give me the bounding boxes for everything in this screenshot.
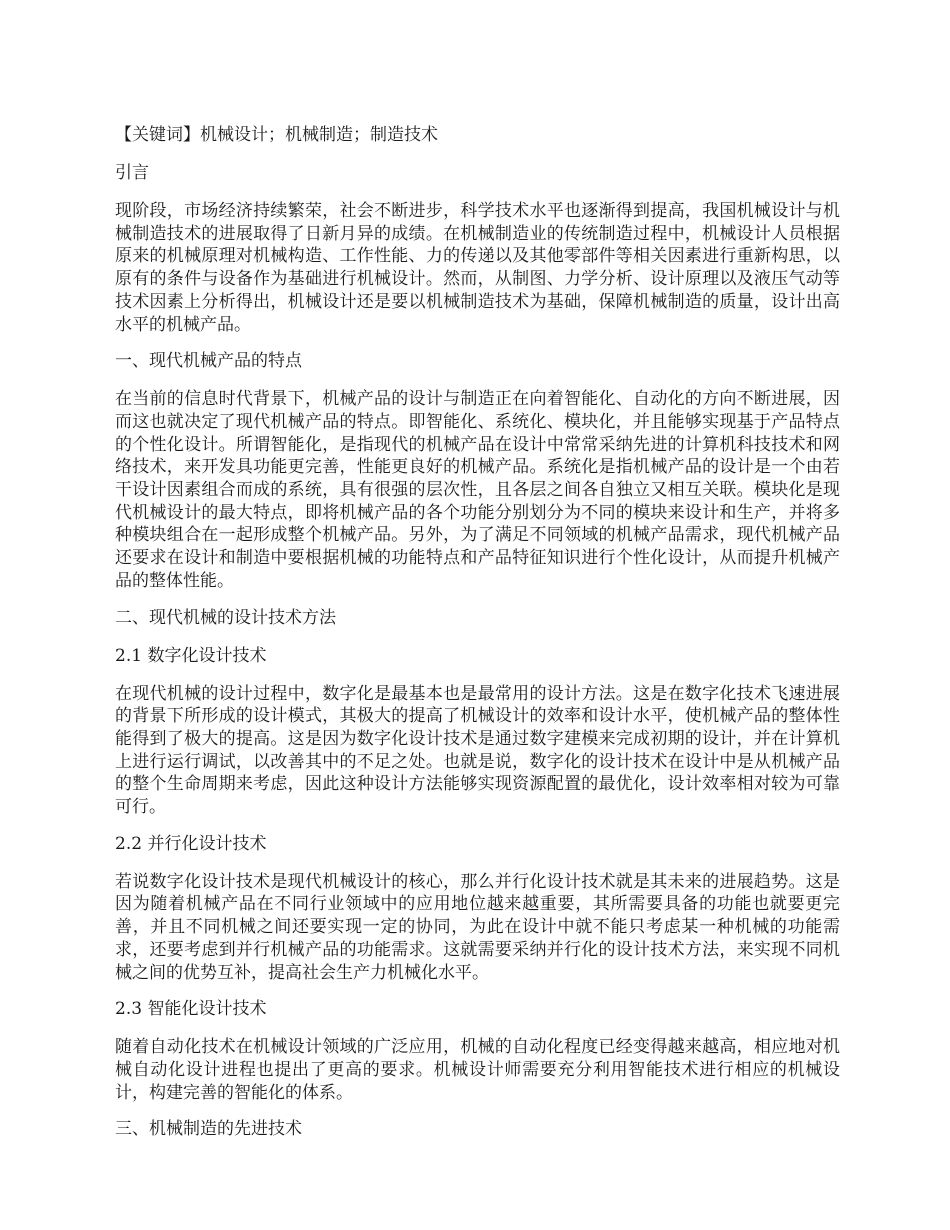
subsection-2-3-paragraph: 随着自动化技术在机械设计领域的广泛应用，机械的自动化程度已经变得越来越高，相应地对机械自动化设计进程也提出了更高的要求。机械设计师需要充分利用智能技术进行相应的机械设计，构建完善的智能化的体系。 <box>115 1037 840 1103</box>
section-3-heading: 三、机械制造的先进技术 <box>115 1119 302 1140</box>
keywords-line: 【关键词】机械设计；机械制造；制造技术 <box>115 125 438 145</box>
section-2-heading: 二、现代机械的设计技术方法 <box>115 607 336 628</box>
subsection-2-1-heading: 2.1 数字化设计技术 <box>115 645 267 666</box>
document-page <box>115 122 840 1142</box>
section-1-heading: 一、现代机械产品的特点 <box>115 351 302 372</box>
subsection-2-2-heading: 2.2 并行化设计技术 <box>115 833 267 854</box>
subsection-2-3-heading: 2.3 智能化设计技术 <box>115 999 267 1020</box>
intro-paragraph: 现阶段，市场经济持续繁荣，社会不断进步，科学技术水平也逐渐得到提高，我国机械设计与机械制造技术的进展取得了日新月异的成绩。在机械制造业的传统制造过程中，机械设计人员根据原来的机械原理对机械构造、工作性能、力的传递以及其他零部件等相关因素进行重新构思，以原有的条件与设备作为基础进行机械设计。然而，从制图、力学分析、设计原理以及液压气动等技术因素上分析得出，机械设计还是要以机械制造技术为基础，保障机械制造的质量，设计出高水平的机械产品。 <box>115 201 840 335</box>
section-1-paragraph: 在当前的信息时代背景下，机械产品的设计与制造正在向着智能化、自动化的方向不断进展，因而这也就决定了现代机械产品的特点。即智能化、系统化、模块化，并且能够实现基于产品特点的个性化设计。所谓智能化，是指现代的机械产品在设计中常常采纳先进的计算机科技技术和网络技术，来开发具功能更完善，性能更良好的机械产品。系统化是指机械产品的设计是一个由若干设计因素组合而成的系统，具有很强的层次性，且各层之间各自独立又相互关联。模块化是现代机械设计的最大特点，即将机械产品的各个功能分别划分为不同的模块来设计和生产，并将多种模块组合在一起形成整个机械产品。另外，为了满足不同领域的机械产品需求，现代机械产品还要求在设计和制造中要根据机械的功能特点和产品特征知识进行个性化设计，从而提升机械产品的整体性能。 <box>115 389 840 591</box>
intro-heading: 引言 <box>115 163 149 183</box>
subsection-2-2-paragraph: 若说数字化设计技术是现代机械设计的核心，那么并行化设计技术就是其未来的进展趋势。这是因为随着机械产品在不同行业领域中的应用地位越来越重要，其所需要具备的功能也就要更完善，并且不同机械之间还要实现一定的协同，为此在设计中就不能只考虑某一种机械的功能需求，还要考虑到并行机械产品的功能需求。这就需要采纳并行化的设计技术方法，来实现不同机械之间的优势互补，提高社会生产力机械化水平。 <box>115 871 840 983</box>
subsection-2-1-paragraph: 在现代机械的设计过程中，数字化是最基本也是最常用的设计方法。这是在数字化技术飞速进展的背景下所形成的设计模式，其极大的提高了机械设计的效率和设计水平，使机械产品的整体性能得到了极大的提高。这是因为数字化设计技术是通过数字建模来完成初期的设计，并在计算机上进行运行调试，以改善其中的不足之处。也就是说，数字化的设计技术在设计中是从机械产品的整个生命周期来考虑，因此这种设计方法能够实现资源配置的最优化，设计效率相对较为可靠可行。 <box>115 683 840 818</box>
